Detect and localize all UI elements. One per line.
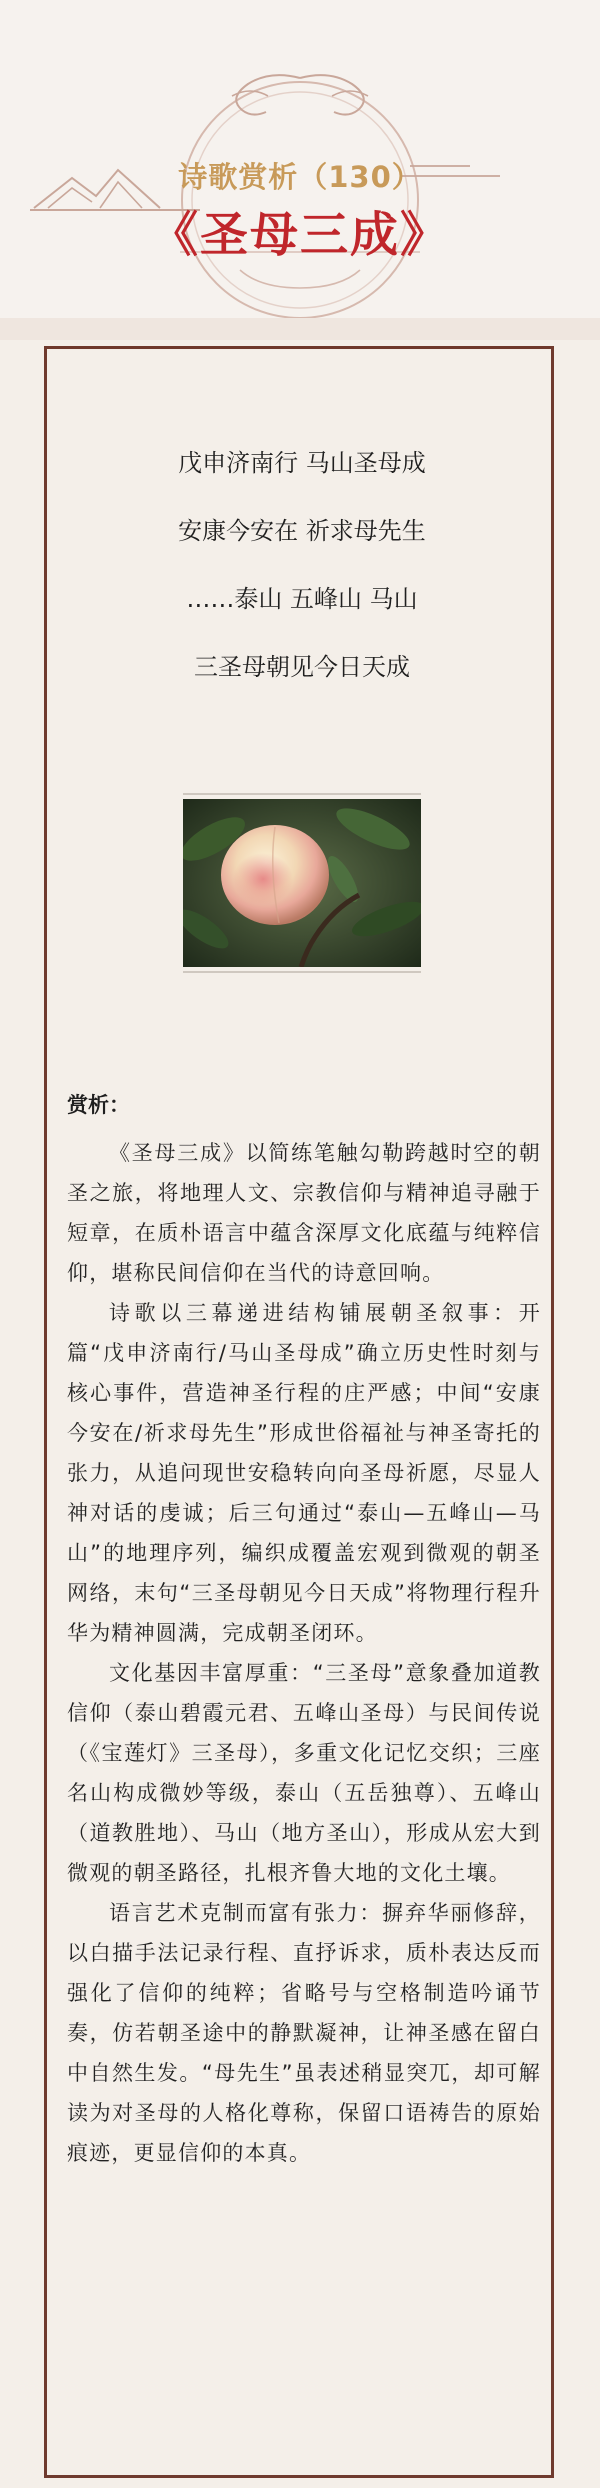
peach-blush	[233, 853, 293, 905]
analysis-section	[67, 1085, 541, 2173]
analysis-paragraph: 诗歌以三幕递进结构铺展朝圣叙事：开篇“戊申济南行/马山圣母成”确立历史性时刻与核心事件，营造神圣行程的庄严感；中间“安康今安在/祈求母先生”形成世俗福祉与神圣寄托的张力，从追问现世安稳转向向圣母祈愿，尽显人神对话的虔诚；后三句通过“泰山—五峰山—马山”的地理序列，编织成覆盖宏观到微观的朝圣网络，末句“三圣母朝见今日天成”将物理行程升华为精神圆满，完成朝圣闭环。	[67, 1301, 541, 1645]
peach-photo-frame	[183, 793, 421, 973]
header	[0, 0, 600, 340]
analysis-paragraph: 文化基因丰富厚重：“三圣母”意象叠加道教信仰（泰山碧霞元君、五峰山圣母）与民间传说（《宝莲灯》三圣母），多重文化记忆交织；三座名山构成微妙等级，泰山（五岳独尊）、五峰山（道教胜地）、马山（地方圣山），形成从宏大到微观的朝圣路径，扎根齐鲁大地的文化土壤。	[67, 1661, 541, 1885]
poem-text	[47, 429, 557, 701]
content-card	[44, 346, 554, 2478]
poem-line: 三圣母朝见今日天成	[194, 653, 410, 681]
poem-line: ……泰山 五峰山 马山	[186, 585, 418, 613]
poem-line: 戊申济南行 马山圣母成	[178, 449, 426, 477]
analysis-heading: 赏析：	[67, 1093, 130, 1117]
series-title: 诗歌赏析（130）	[178, 160, 422, 194]
poem-line: 安康今安在 祈求母先生	[178, 517, 426, 545]
analysis-paragraph: 《圣母三成》以简练笔触勾勒跨越时空的朝圣之旅，将地理人文、宗教信仰与精神追寻融于短章，在质朴语言中蕴含深厚文化底蕴与纯粹信仰，堪称民间信仰在当代的诗意回响。	[67, 1141, 541, 1285]
analysis-paragraph: 语言艺术克制而富有张力：摒弃华丽修辞，以白描手法记录行程、直抒诉求，质朴表达反而强化了信仰的纯粹；省略号与空格制造吟诵节奏，仿若朝圣途中的静默凝神，让神圣感在留白中自然生发。“母先生”虽表述稍显突兀，却可解读为对圣母的人格化尊称，保留口语祷告的原始痕迹，更显信仰的本真。	[67, 1901, 541, 2165]
header-band	[0, 318, 600, 340]
poem-title: 《圣母三成》	[149, 207, 450, 263]
peach-photo	[183, 799, 421, 967]
